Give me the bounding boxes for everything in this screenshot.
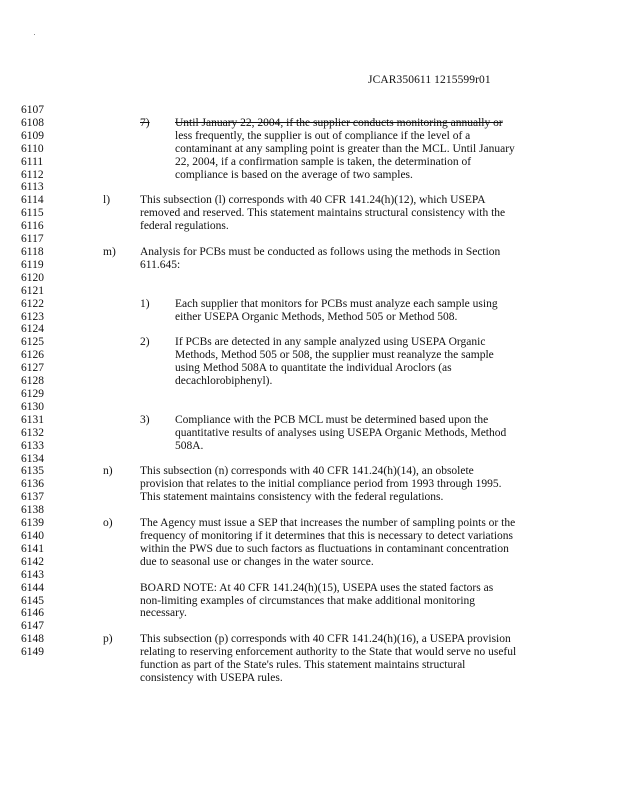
paragraph-line: This subsection (n) corresponds with 40 CFR 141.24(h)(14), an obsolete xyxy=(140,465,474,477)
paragraph-line: 508A. xyxy=(175,440,204,452)
paragraph-line: Each supplier that monitors for PCBs must analyze each sample using xyxy=(175,298,498,310)
line-number: 6138 xyxy=(21,504,44,516)
line-number: 6136 xyxy=(21,478,44,490)
item-label: 3) xyxy=(140,414,150,426)
line-number: 6120 xyxy=(21,272,44,284)
paragraph-line: quantitative results of analyses using USEPA Organic Methods, Method xyxy=(175,427,507,439)
line-number: 6116 xyxy=(21,220,44,232)
line-number: 6121 xyxy=(21,285,44,297)
paragraph-line: If PCBs are detected in any sample analyzed using USEPA Organic xyxy=(175,336,486,348)
line-number: 6119 xyxy=(21,259,44,271)
paragraph-line: function as part of the State's rules. This statement maintains structural xyxy=(140,659,466,671)
line-number: 6128 xyxy=(21,375,44,387)
paragraph-line: due to seasonal use or changes in the water source. xyxy=(140,556,374,568)
line-number: 6144 xyxy=(21,582,44,594)
document-id-header: JCAR350611 1215599r01 xyxy=(368,74,491,86)
line-number: 6109 xyxy=(21,130,44,142)
subsection-label: m) xyxy=(103,246,116,258)
item-label: 1) xyxy=(140,298,150,310)
line-number: 6140 xyxy=(21,530,44,542)
paragraph-line: contaminant at any sampling point is greater than the MCL. Until January xyxy=(175,143,515,155)
line-number: 6149 xyxy=(21,646,44,658)
line-number: 6148 xyxy=(21,633,44,645)
paragraph-line: either USEPA Organic Methods, Method 505 or Method 508. xyxy=(175,311,458,323)
paragraph-line: provision that relates to the initial compliance period from 1993 through 1995. xyxy=(140,478,502,490)
paragraph-line: The Agency must issue a SEP that increases the number of sampling points or the xyxy=(140,517,516,529)
paragraph-line: This subsection (l) corresponds with 40 CFR 141.24(h)(12), which USEPA xyxy=(140,194,486,206)
line-number: 6131 xyxy=(21,414,44,426)
line-number: 6110 xyxy=(21,143,44,155)
line-number: 6135 xyxy=(21,465,44,477)
paragraph-line: removed and reserved. This statement maintains structural consistency with the xyxy=(140,207,506,219)
line-number: 6107 xyxy=(21,104,44,116)
line-number: 6130 xyxy=(21,401,44,413)
subsection-label: l) xyxy=(103,194,111,206)
line-number: 6132 xyxy=(21,427,44,439)
line-number: 6122 xyxy=(21,298,44,310)
line-number: 6114 xyxy=(21,194,44,206)
line-number: 6134 xyxy=(21,453,44,465)
paragraph-line: This statement maintains consistency with the federal regulations. xyxy=(140,491,444,503)
paragraph-line: Analysis for PCBs must be conducted as follows using the methods in Section xyxy=(140,246,501,258)
line-number: 6142 xyxy=(21,556,44,568)
paragraph-line: relating to reserving enforcement authority to the State that would serve no useful xyxy=(140,646,517,658)
paragraph-line: frequency of monitoring if it determines that this is necessary to detect variations xyxy=(140,530,514,542)
line-number: 6127 xyxy=(21,362,44,374)
item-label: 2) xyxy=(140,336,150,348)
line-number: 6118 xyxy=(21,246,44,258)
line-number: 6141 xyxy=(21,543,44,555)
paragraph-line: Until January 22, 2004, if the supplier conducts monitoring annually or xyxy=(175,117,503,129)
paragraph-line: This subsection (p) corresponds with 40 CFR 141.24(h)(16), a USEPA provision xyxy=(140,633,511,645)
paragraph-line: federal regulations. xyxy=(140,220,229,232)
subsection-label: p) xyxy=(103,633,113,645)
line-number: 6133 xyxy=(21,440,44,452)
subsection-label: n) xyxy=(103,465,113,477)
line-number: 6124 xyxy=(21,323,44,335)
line-number: 6113 xyxy=(21,181,44,193)
paragraph-line: 22, 2004, if a confirmation sample is taken, the determination of xyxy=(175,156,472,168)
line-number: 6143 xyxy=(21,569,44,581)
paragraph-line: within the PWS due to such factors as fluctuations in contaminant concentration xyxy=(140,543,509,555)
paragraph-line: non-limiting examples of circumstances that make additional monitoring xyxy=(140,595,476,607)
line-number: 6117 xyxy=(21,233,44,245)
line-number: 6112 xyxy=(21,169,44,181)
paragraph-line: Methods, Method 505 or 508, the supplier must reanalyze the sample xyxy=(175,349,494,361)
paragraph-line: less frequently, the supplier is out of compliance if the level of a xyxy=(175,130,471,142)
paragraph-line: decachlorobiphenyl). xyxy=(175,375,273,387)
paragraph-line: 611.645: xyxy=(140,259,181,271)
line-number: 6129 xyxy=(21,388,44,400)
line-number: 6111 xyxy=(21,156,44,168)
line-number: 6139 xyxy=(21,517,44,529)
paragraph-line: Compliance with the PCB MCL must be determined based upon the xyxy=(175,414,489,426)
line-number: 6145 xyxy=(21,595,44,607)
paragraph-line: consistency with USEPA rules. xyxy=(140,672,283,684)
paragraph-line: using Method 508A to quantitate the individual Aroclors (as xyxy=(175,362,452,374)
paragraph-line: necessary. xyxy=(140,607,187,619)
line-number: 6146 xyxy=(21,607,44,619)
line-number: 6123 xyxy=(21,311,44,323)
line-number: 6147 xyxy=(21,620,44,632)
line-number: 6108 xyxy=(21,117,44,129)
item-label: 7) xyxy=(140,117,150,129)
line-number: 6115 xyxy=(21,207,44,219)
line-number: 6125 xyxy=(21,336,44,348)
line-number: 6126 xyxy=(21,349,44,361)
paragraph-line: compliance is based on the average of two samples. xyxy=(175,169,413,181)
paragraph-line: BOARD NOTE: At 40 CFR 141.24(h)(15), USEPA uses the stated factors as xyxy=(140,582,494,594)
scan-speck xyxy=(34,34,35,35)
line-number: 6137 xyxy=(21,491,44,503)
subsection-label: o) xyxy=(103,517,113,529)
